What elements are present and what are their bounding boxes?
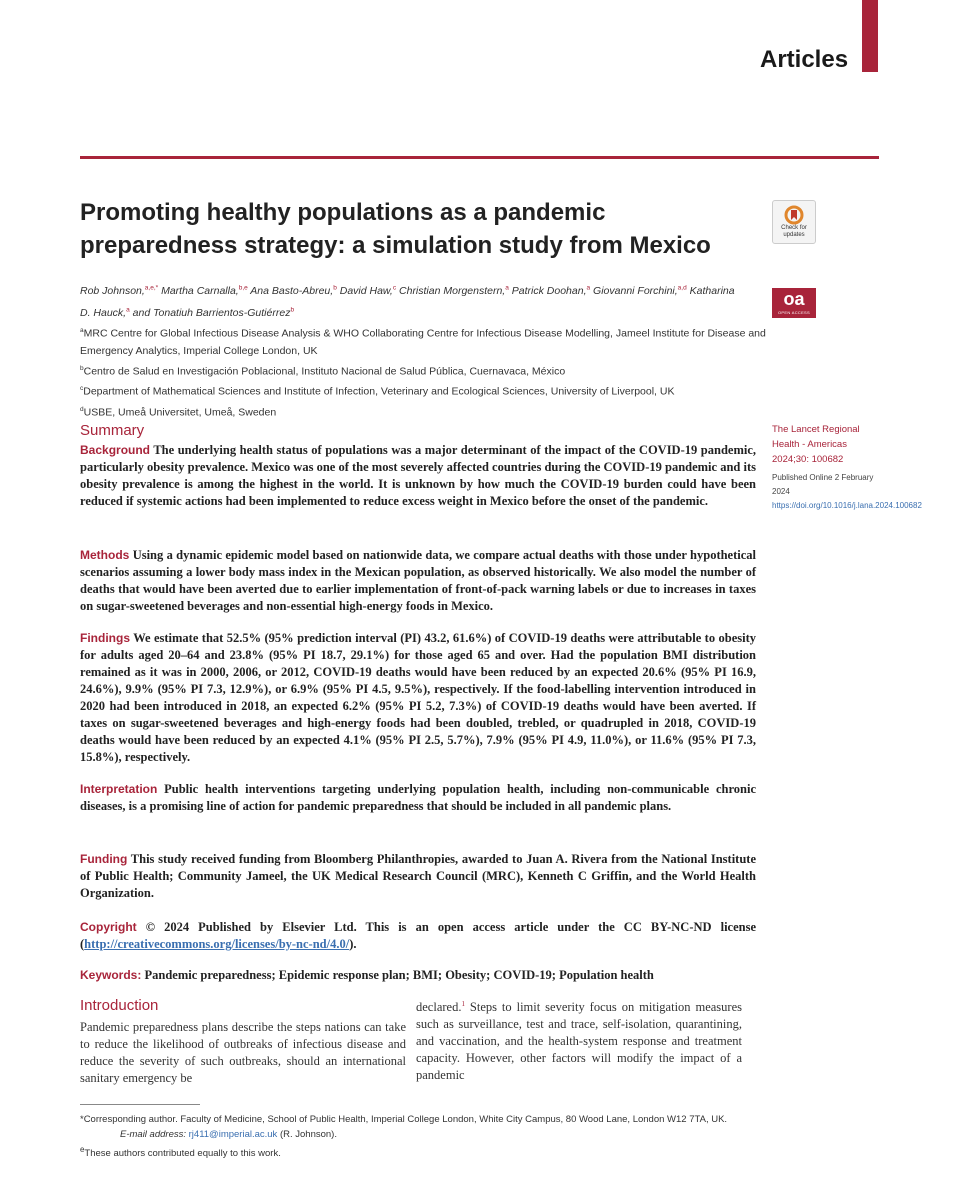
affiliation-b: $^b$Centro de Salud en Investigación Poblacional, Instituto Nacional de Salud Pública, Cuernavaca, México [80,364,566,377]
introduction-heading: Introduction [80,997,159,1014]
corresponding-author-note: *Corresponding author. Faculty of Medicine, School of Public Health, Imperial College London, White City Campus, 80 Wood Lane, London W12 7TA, UK. [80,1114,728,1125]
affiliations [80,322,800,421]
license-link[interactable]: http://creativecommons.org/licenses/by-nc-nd/4.0/ [84,937,350,951]
author-name: Christian Morgenstern,$^a$ [399,284,509,297]
article-title: Promoting healthy populations as a pandemic preparedness strategy: a simulation study from Mexico [80,199,711,259]
header-accent-bar [862,0,878,72]
abstract-copyright: Copyright © 2024 Published by Elsevier Ltd. This is an open access article under the CC BY-NC-ND license (http://creativecommons.org/licenses/by-nc-nd/4.0/). [80,920,757,951]
doi-link[interactable]: https://doi.org/10.1016/j.lana.2024.100682 [772,501,922,510]
footnote-rule [80,1104,200,1105]
article-info-sidebar [772,422,922,513]
affiliation-d: $^d$USBE, Umeå Universitet, Umeå, Sweden [80,405,277,418]
abstract-keywords: Keywords: Pandemic preparedness; Epidemic response plan; BMI; Obesity; COVID-19; Population health [80,968,654,982]
author-name: Ana Basto-Abreu,$^b$ [250,284,337,297]
oa-logo-subtext: OPEN ACCESS [778,310,810,315]
bookmark-icon [784,205,804,225]
equal-contribution-note: $^e$These authors contributed equally to this work. [80,1145,281,1160]
author-list [80,278,740,323]
open-access-badge [772,288,816,318]
author-name: David Haw,$^c$ [339,284,397,297]
author-name: Martha Carnalla,$^{b,e}$ [161,284,248,297]
author-name: Patrick Doohan,$^a$ [511,284,591,297]
check-for-updates-badge[interactable] [772,200,816,244]
author-name: Katharina D. Hauck,$^a$ [80,284,735,319]
author-name: and Tonatiuh Barrientos-Gutiérrez$^b$ [132,306,295,319]
check-for-updates-label: Check for updates [781,225,807,238]
abstract-interpretation: Interpretation Public health interventions targeting underlying population health, including non-communicable chronic diseases, is a promising line of action for pandemic preparedness that should be included in all pandemic plans. [80,782,756,813]
email-link[interactable]: rj411@imperial.ac.uk [188,1129,278,1140]
author-name: Rob Johnson,$^{a,e,*}$ [80,284,159,297]
email-note: E-mail address: rj411@imperial.ac.uk (R. Johnson). [120,1129,337,1140]
abstract-findings: Findings We estimate that 52.5% (95% prediction interval (PI) 43.2, 61.6%) of COVID-19 deaths were attributable to obesity for adults aged 20–64 and 23.8% (95% PI 18.7, 29.1%) for those aged 65 and over. Had the population BMI distribution remained as it was in 2000, 2006, or 2012, COVID-19 deaths would have been reduced by an expected 20.6% (95% PI 16.9, 24.6%), 9.9% (95% PI 7.3, 12.9%), or 6.9% (95% PI 4.5, 9.5%), respectively. If the food-labelling intervention introduced in 2020 had been introduced in 2018, an expected 6.2% (95% PI 5.2, 7.3%) of COVID-19 deaths would have been averted. If taxes on sugar-sweetened beverages and high-energy foods had been doubled, trebled, or quadrupled in 2018, COVID-19 deaths would have been reduced by an expected 4.1% (95% PI 2.5, 5.7%), 7.9% (95% PI 4.9, 11.0%), or 11.6% (95% PI 7.3, 15.8%), respectively. [80,631,756,764]
published-date: Published Online 2 February 2024 [772,473,874,496]
oa-logo-text: oa [783,289,805,309]
author-name: Giovanni Forchini,$^{a,d}$ [593,284,687,297]
affiliation-c: $^c$Department of Mathematical Sciences and Institute of Infection, Veterinary and Ecological Sciences, University of Liverpool, UK [80,385,675,398]
journal-citation: The Lancet Regional Health - Americas 2024;30: 100682 [772,424,860,465]
section-label: Articles [760,46,849,73]
abstract-methods: Methods Using a dynamic epidemic model based on nationwide data, we compare actual deaths with those under hypothetical scenarios assuming a lower body mass index in the Mexican population, as observed historically. We also model the number of deaths that would have been averted due to earlier implementation of front-of-pack warning labels or due to increases in taxes on sugar-sweetened beverages and non-essential high-energy foods in Mexico. [80,548,757,613]
abstract-background: Background The underlying health status of populations was a major determinant of the impact of the COVID-19 pandemic, particularly obesity prevalence. Mexico was one of the most severely affected countries during the COVID-19 pandemic and its obesity prevalence is among the highest in the world. It is unknown by how much the COVID-19 burden could have been reduced if systemic actions had been implemented to reduce excess weight in Mexico before the onset of the pandemic. [80,443,757,508]
intro-column-left: Pandemic preparedness plans describe the steps nations can take to reduce the likelihood of outbreaks of infectious disease and reduce the severity of such outbreaks, should an international sanitary emergency be [80,1020,406,1085]
intro-column-right: declared.$^1$ Steps to limit severity focus on mitigation measures such as surveillance, test and trace, self-isolation, quarantining, and vaccination, and the health-system response and treatment capacity. However, other factors will modify the impact of a pandemic [416,1000,742,1083]
abstract-funding: Funding This study received funding from Bloomberg Philanthropies, awarded to Juan A. Rivera from the National Institute of Public Health; Community Jameel, the UK Medical Research Council (MRC), Kenneth C Griffin, and the World Health Organization. [80,852,756,900]
footnotes [80,1112,760,1161]
summary-heading: Summary [80,422,145,439]
affiliation-a: $^a$MRC Centre for Global Infectious Disease Analysis & WHO Collaborating Centre for Infectious Disease Modelling, Jameel Institute for Disease and Emergency Analytics, Imperial College London, UK [80,327,766,357]
header-rule [80,156,879,159]
reference-1[interactable]: 1 [461,1000,465,1008]
